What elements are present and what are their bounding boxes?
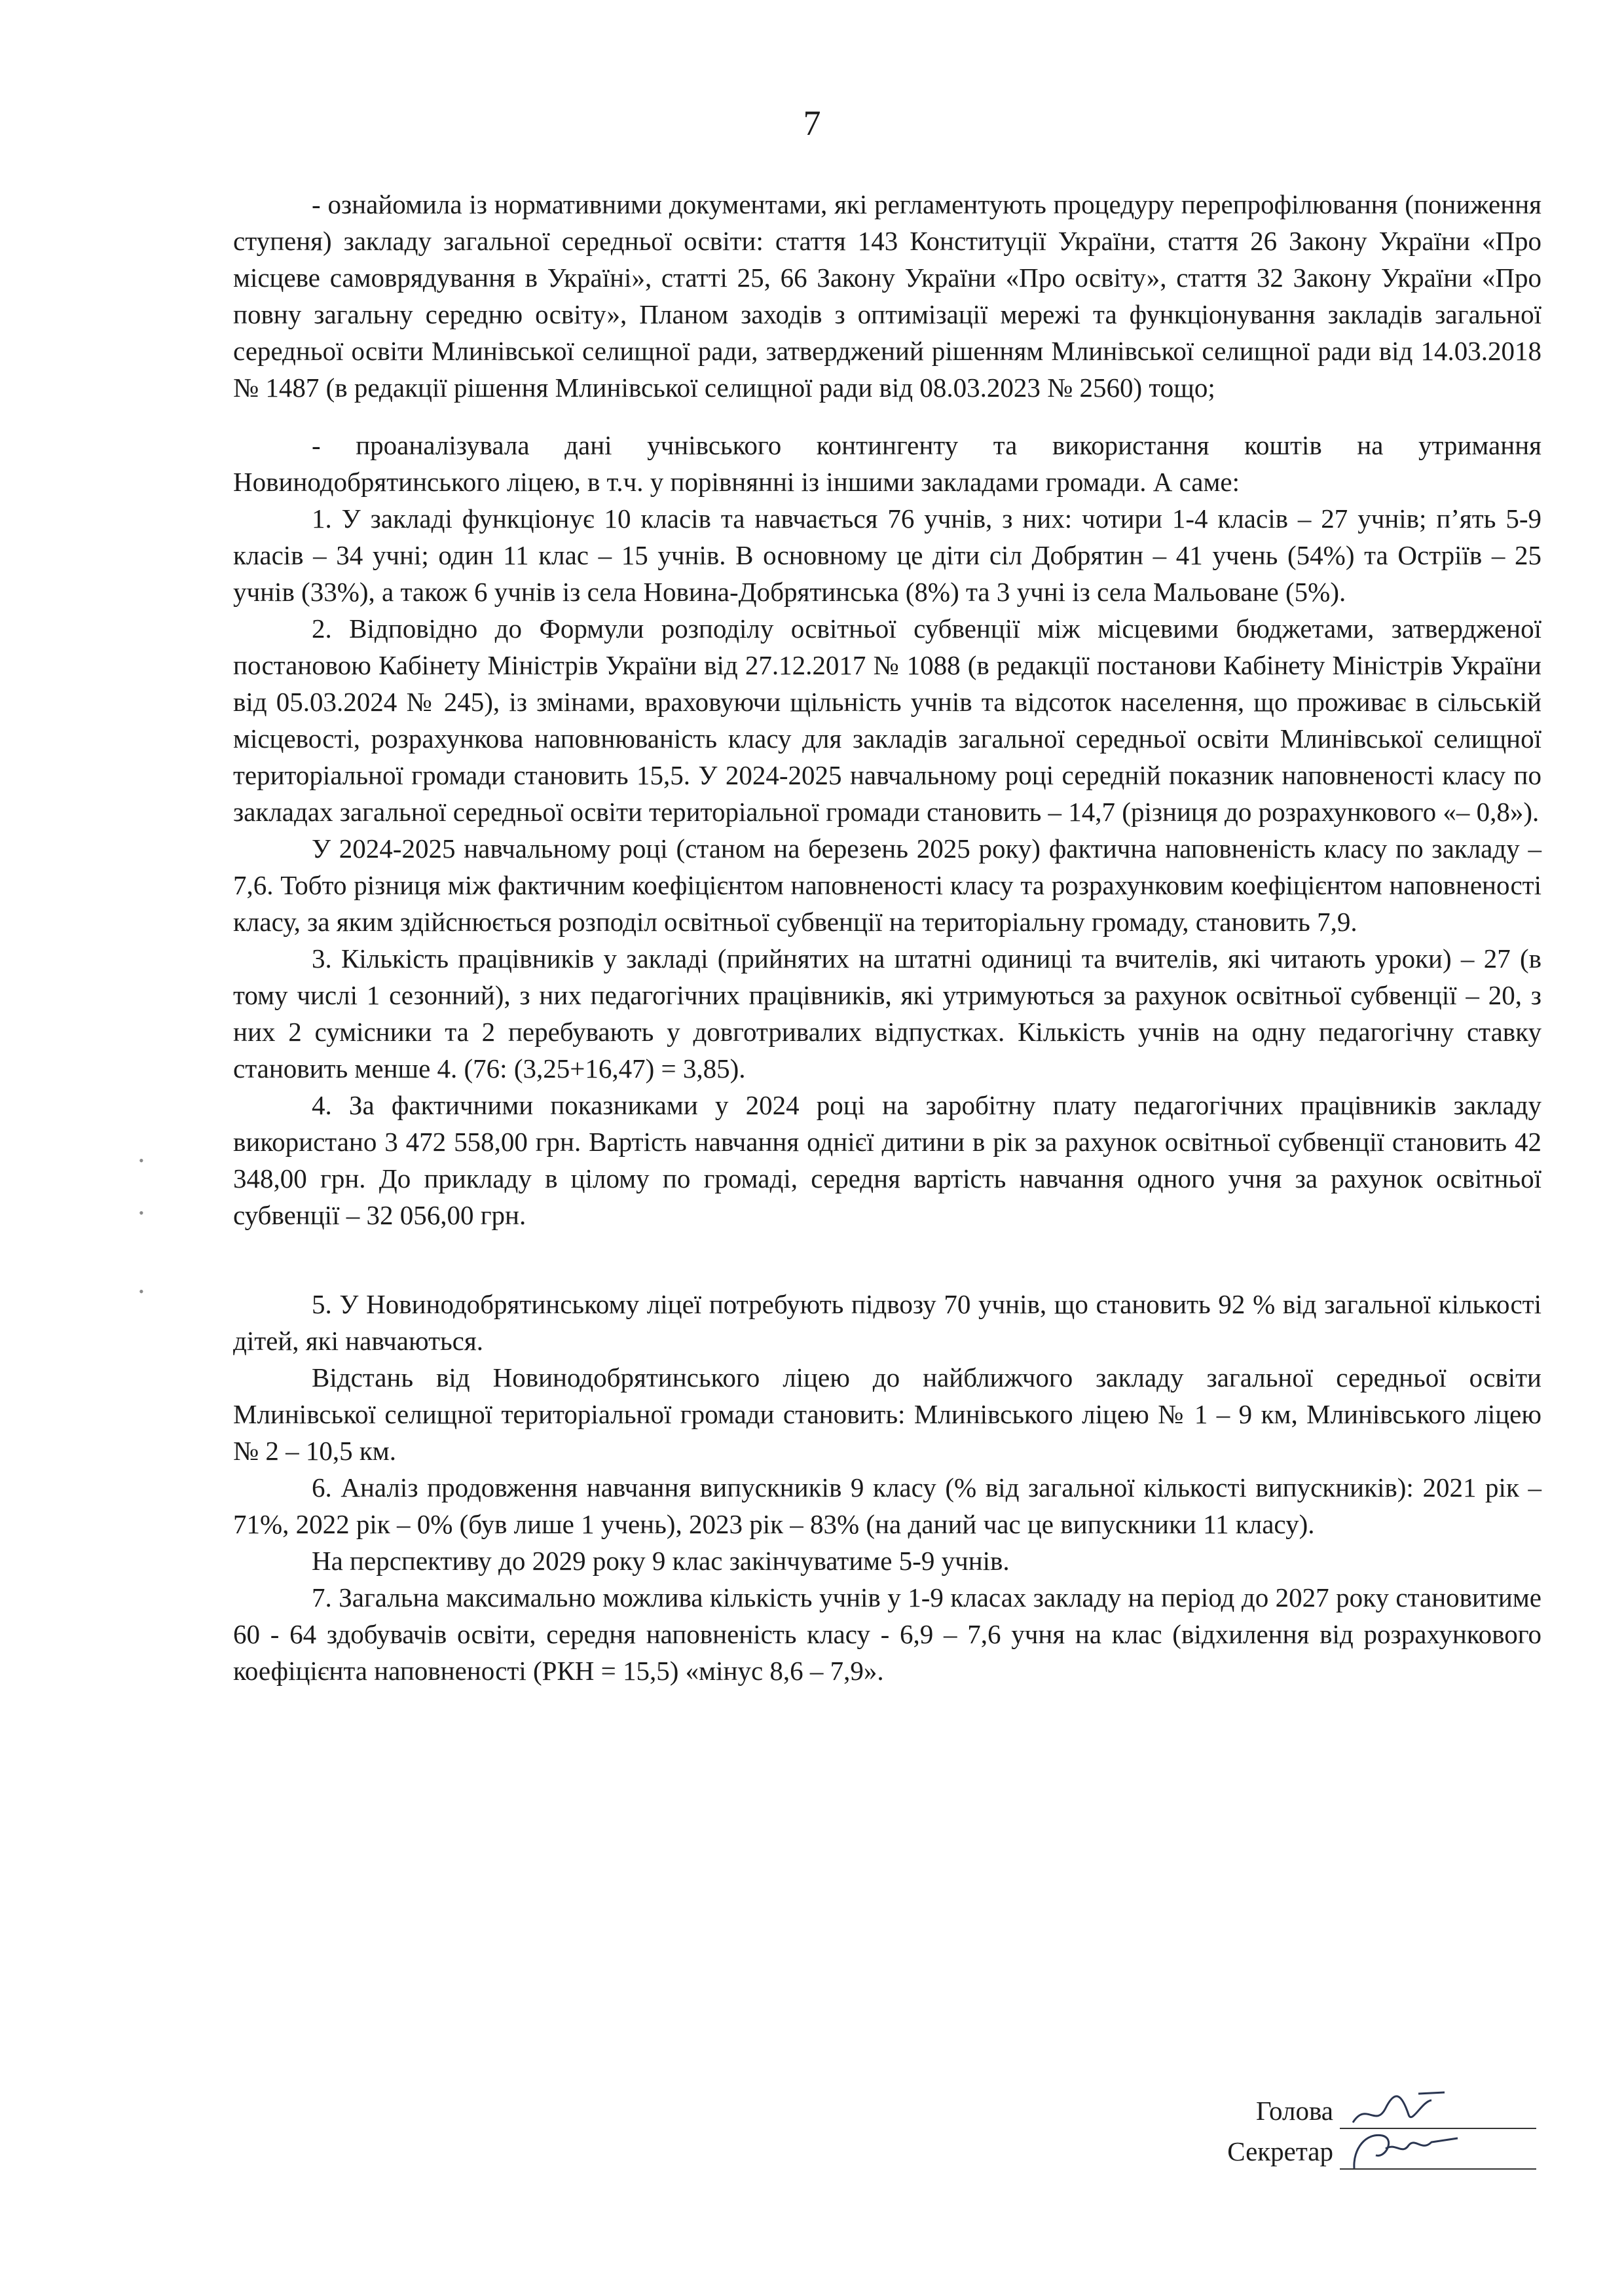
paragraph-item-4: 4. За фактичними показниками у 2024 році на заробітну плату педагогічних працівників закладу використано 3 472 558,00 грн. Вартість навчання однієї дитини в рік за рахунок освітньої субвенції становить 42 348,00 грн. До прикладу в цілому по громаді, середня вартість навчання одного учня за рахунок освітньої субвенції – 32 056,00 грн. bbox=[233, 1090, 1541, 1230]
scan-mark: • bbox=[139, 1283, 144, 1300]
paragraph-item-3: 3. Кількість працівників у закладі (прийнятих на штатні одиниці та вчителів, які читають уроки) – 27 (в тому числі 1 сезонний), з них педагогічних працівників, які утримуються за рахунок освітньої субвенції – 20, з них 2 сумісники та 2 перебувають у довготривалих відпустках. Кількість учнів на одну педагогічну ставку становить менше 4. (76: (3,25+16,47) = 3,85). bbox=[233, 943, 1541, 1084]
paragraph-analysis-intro: - проаналізувала дані учнівського контингенту та використання коштів на утримання Новинодобрятинського ліцею, в т.ч. у порівнянні із іншими закладами громади. А саме: bbox=[233, 430, 1541, 497]
secretary-signature-line bbox=[1340, 2140, 1536, 2170]
scan-mark: • bbox=[139, 1152, 144, 1169]
page-number: 7 bbox=[803, 103, 821, 143]
secretary-signature-row bbox=[1205, 2129, 1545, 2170]
paragraph-item-6: 6. Аналіз продовження навчання випускників 9 класу (% від загальної кількості випускників): 2021 рік – 71%, 2022 рік – 0% (був лише 1 учень), 2023 рік – 83% (на даний час це випускники 11 класу). bbox=[233, 1472, 1541, 1539]
head-label: Голова bbox=[1255, 2096, 1333, 2126]
paragraph-item-7: 7. Загальна максимально можлива кількість учнів у 1-9 класах закладу на період до 2027 року становитиме 60 - 64 здобувачів освіти, середня наповненість класу - 6,9 – 7,6 учня на клас (відхилення від розрахункового коефіцієнта наповненості (РКН = 15,5) «мінус 8,6 – 7,9». bbox=[233, 1582, 1541, 1686]
secretary-signature-icon bbox=[1346, 2123, 1490, 2175]
signature-block bbox=[1205, 2088, 1545, 2170]
secretary-label: Секретар bbox=[1227, 2136, 1333, 2166]
paragraph-item-1: 1. У закладі функціонує 10 класів та навчається 76 учнів, з них: чотири 1-4 класів – 27 учнів; п’ять 5-9 класів – 34 учні; один 11 клас – 15 учнів. В основному це діти сіл Добрятин – 41 учень (54%) та Остріїв – 25 учнів (33%), а також 6 учнів із села Новина-Добрятинська (8%) та 3 учні із села Мальоване (5%). bbox=[233, 503, 1541, 607]
paragraph-item-2: 2. Відповідно до Формули розподілу освітньої субвенції між місцевими бюджетами, затвердженої постановою Кабінету Міністрів України від 27.12.2017 № 1088 (в редакції постанови Кабінету Міністрів України від 05.03.2024 № 245), із змінами, враховуючи щільність учнів та відсоток населення, що проживає в сільській місцевості, розрахункова наповнюваність класу для закладів загальної середньої освіти Млинівської селищної територіальної громади становить 15,5. У 2024-2025 навчальному році середній показник наповненості класу по закладах загальної середньої освіти територіальної громади становить – 14,7 (різниця до розрахункового «– 0,8»). bbox=[233, 613, 1541, 827]
document-body bbox=[233, 186, 1541, 1689]
paragraph-distance: Відстань від Новинодобрятинського ліцею до найближчого закладу загальної середньої освіти Млинівської селищної територіальної громади становить: Млинівського ліцею № 1 – 9 км, Млинівського ліцею № 2 – 10,5 км. bbox=[233, 1362, 1541, 1466]
paragraph-item-5: 5. У Новинодобрятинському ліцеї потребують підвозу 70 учнів, що становить 92 % від загальної кількості дітей, які навчаються. bbox=[233, 1289, 1541, 1356]
paragraph-regulations: - ознайомила із нормативними документами, які регламентують процедуру перепрофілювання (пониження ступеня) закладу загальної середньої освіти: стаття 143 Конституції України, стаття 26 Закону України «Про місцеве самоврядування в Україні», статті 25, 66 Закону України «Про освіту», стаття 32 Закону України «Про повну загальну середню освіту», Планом заходів з оптимізації мережі та функціонування закладів загальної середньої освіти Млинівської селищної ради, затверджений рішенням Млинівської селищної ради від 14.03.2018 № 1487 (в редакції рішення Млинівської селищної ради від 08.03.2023 № 2560) тощо; bbox=[233, 189, 1541, 403]
scan-mark: • bbox=[139, 1205, 144, 1221]
paragraph-perspective: На перспективу до 2029 року 9 клас закінчуватиме 5-9 учнів. bbox=[312, 1546, 1010, 1576]
paragraph-class-fill: У 2024-2025 навчальному році (станом на березень 2025 року) фактична наповненість класу по закладу – 7,6. Тобто різниця між фактичним коефіцієнтом наповненості класу та розрахунковим коефіцієнтом наповненості класу, за яким здійснюється розподіл освітньої субвенції на територіальну громаду, становить 7,9. bbox=[233, 833, 1541, 937]
